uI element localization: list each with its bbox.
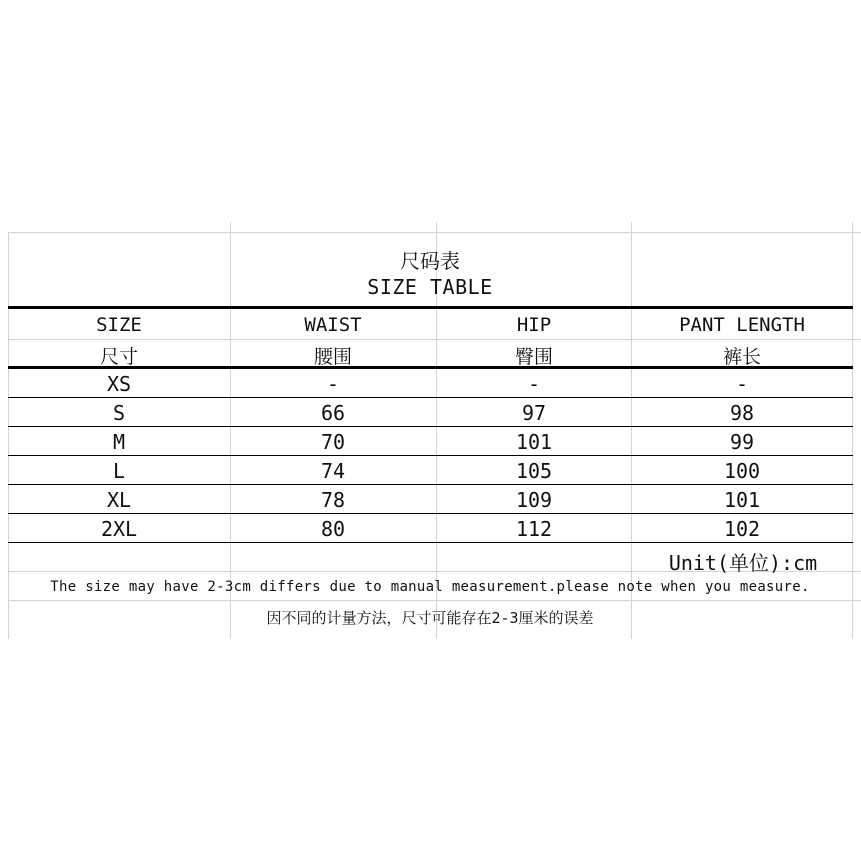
hip-cell: 101 — [515, 430, 553, 454]
unit-label: Unit(单位):cm — [668, 551, 818, 575]
hip-cell: - — [527, 372, 541, 396]
header-waist-cn: 腰围 — [313, 346, 353, 368]
header-hip-cn: 臀围 — [514, 346, 554, 368]
hip-cell: 97 — [521, 401, 547, 425]
hip-cell: 112 — [515, 517, 553, 541]
grid-line — [631, 222, 632, 639]
note-chinese: 因不同的计量方法，尺寸可能存在2-3厘米的误差 — [266, 609, 594, 627]
hip-cell: 109 — [515, 488, 553, 512]
grid-line — [8, 339, 861, 340]
length-cell: 101 — [723, 488, 761, 512]
header-hip-en: HIP — [516, 314, 552, 336]
header-waist-en: WAIST — [304, 314, 362, 336]
grid-line — [852, 222, 853, 639]
grid-line — [8, 600, 861, 601]
header-size-cn: 尺寸 — [99, 346, 139, 368]
length-cell: - — [735, 372, 749, 396]
length-cell: 102 — [723, 517, 761, 541]
waist-cell: 74 — [320, 459, 346, 483]
size-cell: 2XL — [100, 517, 138, 541]
length-cell: 99 — [729, 430, 755, 454]
size-cell: XS — [106, 372, 132, 396]
table-title-cn: 尺码表 — [400, 249, 460, 273]
length-cell: 100 — [723, 459, 761, 483]
waist-cell: 78 — [320, 488, 346, 512]
length-cell: 98 — [729, 401, 755, 425]
table-border — [8, 484, 853, 485]
table-border — [8, 306, 853, 309]
grid-line — [8, 232, 861, 233]
table-title-en: SIZE TABLE — [367, 275, 493, 299]
table-border — [8, 513, 853, 514]
header-size-en: SIZE — [96, 314, 142, 336]
table-border — [8, 455, 853, 456]
header-length-en: PANT LENGTH — [679, 314, 805, 336]
table-border — [8, 426, 853, 427]
grid-line — [230, 222, 231, 639]
note-english: The size may have 2-3cm differs due to manual measurement.please note when you measure. — [50, 579, 810, 595]
size-cell: M — [112, 430, 126, 454]
table-border — [8, 397, 853, 398]
table-border — [8, 542, 853, 543]
waist-cell: 70 — [320, 430, 346, 454]
size-cell: L — [112, 459, 126, 483]
grid-line — [8, 232, 9, 639]
header-length-cn: 裤长 — [722, 346, 762, 368]
waist-cell: 66 — [320, 401, 346, 425]
size-cell: S — [112, 401, 126, 425]
waist-cell: 80 — [320, 517, 346, 541]
size-cell: XL — [106, 488, 132, 512]
waist-cell: - — [326, 372, 340, 396]
hip-cell: 105 — [515, 459, 553, 483]
